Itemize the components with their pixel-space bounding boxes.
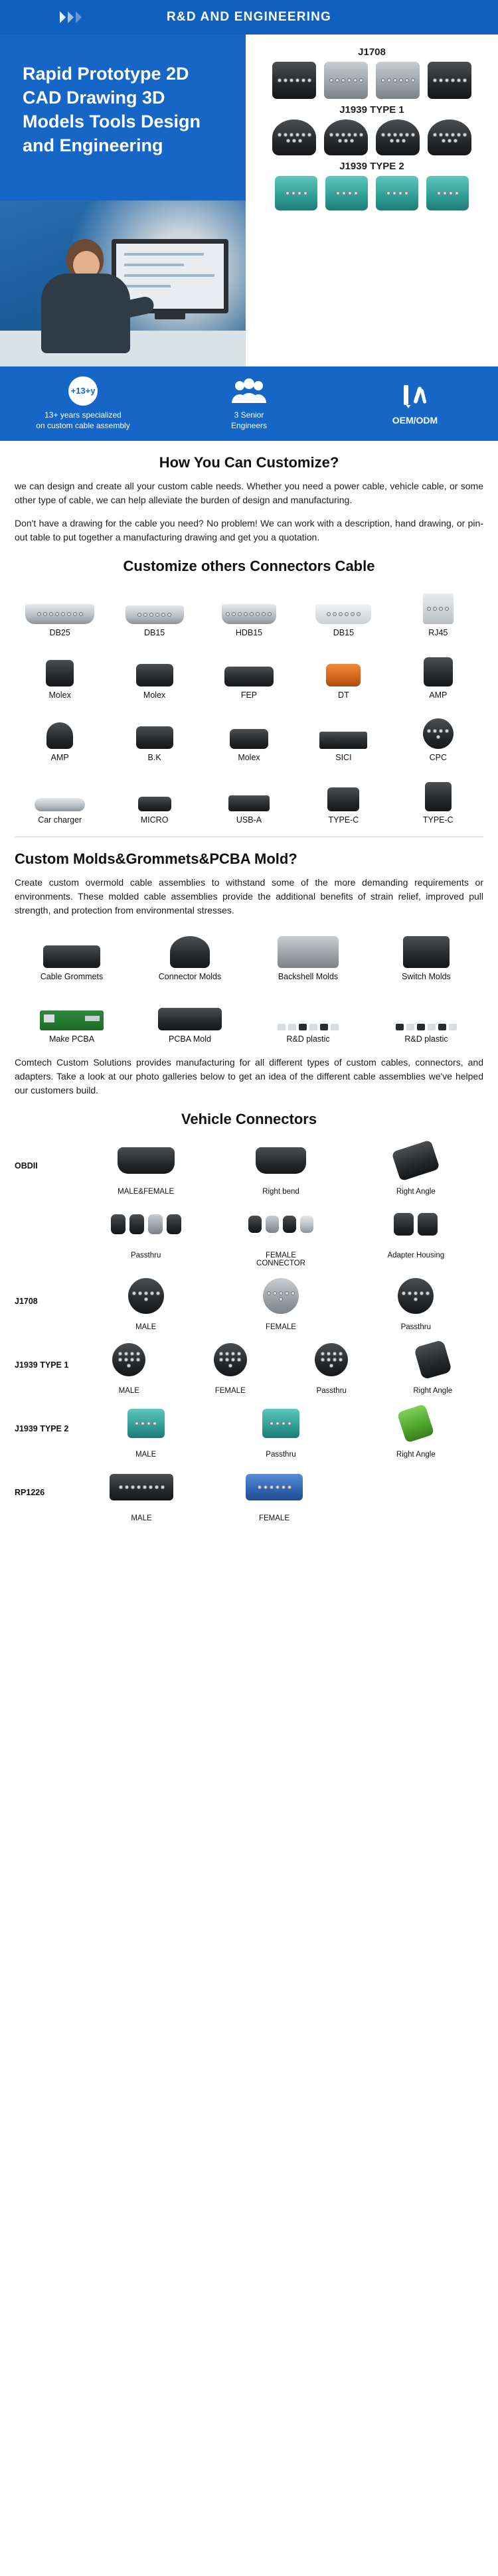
caption: R&D plastic bbox=[286, 1034, 330, 1044]
caption: B.K bbox=[147, 753, 161, 762]
caption: HDB15 bbox=[235, 628, 263, 637]
molex-connector-2 bbox=[109, 645, 199, 700]
connector-mold bbox=[133, 927, 247, 981]
caption: Cable Grommets bbox=[40, 972, 104, 981]
hero-connector-gallery bbox=[246, 35, 498, 366]
vehicle-connectors-title: Vehicle Connectors bbox=[181, 1111, 317, 1127]
row-label: J1708 bbox=[15, 1297, 38, 1306]
hero-group-j1939-type1 bbox=[246, 104, 498, 155]
j1939t1-male bbox=[92, 1335, 165, 1395]
rp1226-male bbox=[105, 1463, 178, 1522]
caption: PCBA Mold bbox=[169, 1034, 211, 1044]
caption: Right Angle bbox=[413, 1387, 453, 1395]
vehicle-row-obdii bbox=[15, 1136, 483, 1196]
caption: Passthru bbox=[130, 1251, 161, 1259]
backshell-mold bbox=[251, 927, 365, 981]
badge-years-label: +13+y bbox=[68, 376, 98, 406]
cpc-connector bbox=[393, 708, 483, 762]
row-label: J1939 TYPE 2 bbox=[15, 1424, 69, 1433]
caption: FEMALE bbox=[258, 1514, 290, 1522]
row-label: RP1226 bbox=[15, 1488, 45, 1497]
engineers-icon bbox=[167, 376, 331, 406]
customize-paragraph-2: Don't have a drawing for the cable you need? No problem! We can work with a description, hand drawing, or pin-out table to put together a manufacturing drawing and get you a quotation. bbox=[15, 518, 483, 542]
hero-group-j1708 bbox=[246, 46, 498, 99]
page-banner bbox=[0, 0, 498, 35]
customize-paragraph-1: we can design and create all your custom cable needs. Whether you need a power cable, vehicle cable, or some other type of cable, we can help alleviate the burden of design and manufacturing. bbox=[15, 481, 483, 505]
caption: Make PCBA bbox=[48, 1034, 95, 1044]
j1939t2-passthru bbox=[244, 1399, 317, 1459]
hdb15-connector bbox=[204, 583, 294, 637]
caption: AMP bbox=[429, 690, 448, 700]
molds-paragraph-1: Create custom overmold cable assemblies to withstand some of the more demanding requirements or environments. These molded cable assemblies provide the additional benefits of strain relief, improved pull strength, and protection from environmental stresses. bbox=[15, 877, 483, 916]
caption: Right Angle bbox=[396, 1188, 436, 1196]
make-pcba-board bbox=[15, 989, 129, 1044]
switch-mold bbox=[369, 927, 483, 981]
stat-years-line1: 13+ years specialized bbox=[44, 410, 122, 420]
j1939t2-connector-a bbox=[275, 176, 317, 210]
caption: TYPE-C bbox=[422, 815, 454, 825]
group-title: J1708 bbox=[358, 46, 386, 58]
others-connectors-section bbox=[0, 558, 498, 825]
caption: MALE&FEMALE bbox=[118, 1188, 175, 1196]
caption: AMP bbox=[50, 753, 69, 762]
caption: TYPE-C bbox=[328, 815, 359, 825]
j1708-connector-d bbox=[428, 62, 471, 99]
caption: Adapter Housing bbox=[387, 1251, 445, 1259]
13-years-badge-icon bbox=[1, 376, 165, 406]
connector-grid-row-3 bbox=[15, 708, 483, 762]
rnd-plastic-parts-1 bbox=[251, 989, 365, 1044]
molds-grid-row-2 bbox=[15, 989, 483, 1044]
j1939t2-connector-d bbox=[426, 176, 469, 210]
caption: FEP bbox=[240, 690, 258, 700]
customize-title: How You Can Customize? bbox=[159, 454, 339, 471]
customize-section bbox=[0, 454, 498, 544]
row-label: OBDII bbox=[15, 1161, 38, 1170]
vehicle-row-j1939-type2 bbox=[15, 1399, 483, 1459]
bk-connector bbox=[109, 708, 199, 762]
caption: FEMALE bbox=[265, 1323, 296, 1331]
obdii-male-female bbox=[110, 1136, 183, 1196]
molds-paragraph-2: Comtech Custom Solutions provides manufacturing for all different types of custom cables, connectors, and adapters. Take a look at our photo galleries below to get an idea of the different cable assemblies we've helped our customers build. bbox=[15, 1057, 483, 1095]
hero-group-j1939-type2 bbox=[246, 161, 498, 210]
j1939t2-connector-c bbox=[376, 176, 418, 210]
group-title: J1939 TYPE 1 bbox=[339, 104, 404, 116]
stat-engineers-line2: Engineers bbox=[230, 421, 268, 430]
vehicle-row-j1939-type1 bbox=[15, 1335, 483, 1395]
cable-grommet-mold bbox=[15, 927, 129, 981]
j1939t2-right-angle bbox=[379, 1399, 452, 1459]
j1939t1-connector-b bbox=[324, 120, 368, 155]
fep-connector bbox=[204, 645, 294, 700]
sici-connector bbox=[298, 708, 388, 762]
j1939t1-connector-c bbox=[376, 120, 420, 155]
stat-oem bbox=[333, 381, 497, 427]
obdii-passthru-parts bbox=[110, 1200, 183, 1267]
engineer-at-cad-workstation-photo bbox=[0, 201, 246, 366]
tools-pencil-icon bbox=[333, 381, 497, 410]
hero-left-panel bbox=[0, 35, 246, 366]
group-title: J1939 TYPE 2 bbox=[339, 161, 404, 172]
j1708-passthru bbox=[379, 1271, 452, 1331]
stat-oem-label: OEM/ODM bbox=[392, 414, 438, 426]
j1708-connector-b bbox=[324, 62, 368, 99]
rp1226-female bbox=[238, 1463, 311, 1522]
chevron-right-icon bbox=[60, 11, 82, 23]
stat-years-line2: on custom cable assembly bbox=[36, 421, 130, 430]
j1939t1-right-angle bbox=[396, 1335, 469, 1395]
molex-connector-3 bbox=[204, 708, 294, 762]
db15-connector bbox=[109, 583, 199, 637]
caption: RJ45 bbox=[428, 628, 448, 637]
connector-grid-row-4 bbox=[15, 770, 483, 825]
stat-engineers bbox=[167, 376, 331, 431]
usb-a-connector bbox=[204, 770, 294, 825]
j1939t2-connector-b bbox=[325, 176, 368, 210]
car-charger-plug bbox=[15, 770, 105, 825]
caption: DT bbox=[338, 690, 349, 700]
vehicle-row-rp1226 bbox=[15, 1463, 483, 1522]
others-connectors-title: Customize others Connectors Cable bbox=[123, 558, 375, 574]
j1939t1-connector-a bbox=[272, 120, 316, 155]
j1708-female bbox=[244, 1271, 317, 1331]
j1708-connector-c bbox=[376, 62, 420, 99]
caption: MALE bbox=[118, 1387, 139, 1395]
caption: Passthru bbox=[316, 1387, 347, 1395]
caption: DB15 bbox=[333, 628, 355, 637]
stat-years bbox=[1, 376, 165, 431]
caption: MALE bbox=[131, 1514, 152, 1522]
rnd-plastic-parts-2 bbox=[369, 989, 483, 1044]
obdii-adapter-housing bbox=[379, 1200, 452, 1267]
j1939t1-connector-d bbox=[428, 120, 471, 155]
j1939t2-male bbox=[110, 1399, 183, 1459]
j1708-male bbox=[110, 1271, 183, 1331]
molex-connector-1 bbox=[15, 645, 105, 700]
caption: MALE bbox=[135, 1323, 157, 1331]
caption: Molex bbox=[143, 690, 166, 700]
type-c-connector-1 bbox=[298, 770, 388, 825]
db15-white-connector bbox=[298, 583, 388, 637]
rj45-connector bbox=[393, 583, 483, 637]
obdii-right-bend bbox=[244, 1136, 317, 1196]
j1708-connector-a bbox=[272, 62, 316, 99]
caption: MICRO bbox=[140, 815, 169, 825]
db25-connector bbox=[15, 583, 105, 637]
j1939t1-passthru bbox=[295, 1335, 368, 1395]
caption: Backshell Molds bbox=[278, 972, 339, 981]
caption: Connector Molds bbox=[158, 972, 222, 981]
caption: Molex bbox=[48, 690, 71, 700]
obdii-female-connector-parts bbox=[244, 1200, 317, 1267]
page-title: R&D AND ENGINEERING bbox=[167, 10, 331, 24]
caption: Passthru bbox=[400, 1323, 431, 1331]
caption: FEMALE bbox=[214, 1387, 246, 1395]
caption: Passthru bbox=[266, 1451, 296, 1459]
micro-usb-connector bbox=[109, 770, 199, 825]
caption: DB25 bbox=[49, 628, 70, 637]
caption: Switch Molds bbox=[402, 972, 451, 981]
connector-grid-row-2 bbox=[15, 645, 483, 700]
amp-connector-1 bbox=[393, 645, 483, 700]
molds-grid-row-1 bbox=[15, 927, 483, 981]
pcba-mold bbox=[133, 989, 247, 1044]
vehicle-row-j1708 bbox=[15, 1271, 483, 1331]
caption: SICI bbox=[335, 753, 352, 762]
hero-headline: Rapid Prototype 2D CAD Drawing 3D Models Tools Design and Engineering bbox=[23, 64, 201, 155]
caption: Molex bbox=[238, 753, 260, 762]
caption: Right Angle bbox=[396, 1451, 436, 1459]
vehicle-row-parts bbox=[15, 1200, 483, 1267]
caption: USB-A bbox=[236, 815, 262, 825]
dt-connector bbox=[298, 645, 388, 700]
caption: R&D plastic bbox=[404, 1034, 448, 1044]
caption: Right bend bbox=[262, 1188, 299, 1196]
molds-title: Custom Molds&Grommets&PCBA Mold? bbox=[15, 850, 297, 867]
stats-strip bbox=[0, 366, 498, 441]
molds-section bbox=[0, 850, 498, 1097]
type-c-connector-2 bbox=[393, 770, 483, 825]
hero-section bbox=[0, 35, 498, 366]
caption: CPC bbox=[429, 753, 447, 762]
caption: DB15 bbox=[143, 628, 165, 637]
caption: Car charger bbox=[38, 815, 82, 825]
caption: MALE bbox=[135, 1451, 157, 1459]
caption: FEMALE CONNECTOR bbox=[256, 1251, 305, 1267]
amp-connector-2 bbox=[15, 708, 105, 762]
stat-engineers-line1: 3 Senior bbox=[234, 410, 264, 420]
vehicle-connectors-section bbox=[0, 1111, 498, 1522]
obdii-right-angle bbox=[379, 1136, 452, 1196]
row-label: J1939 TYPE 1 bbox=[15, 1360, 69, 1370]
j1939t1-female bbox=[194, 1335, 267, 1395]
connector-grid-row-1 bbox=[15, 583, 483, 637]
